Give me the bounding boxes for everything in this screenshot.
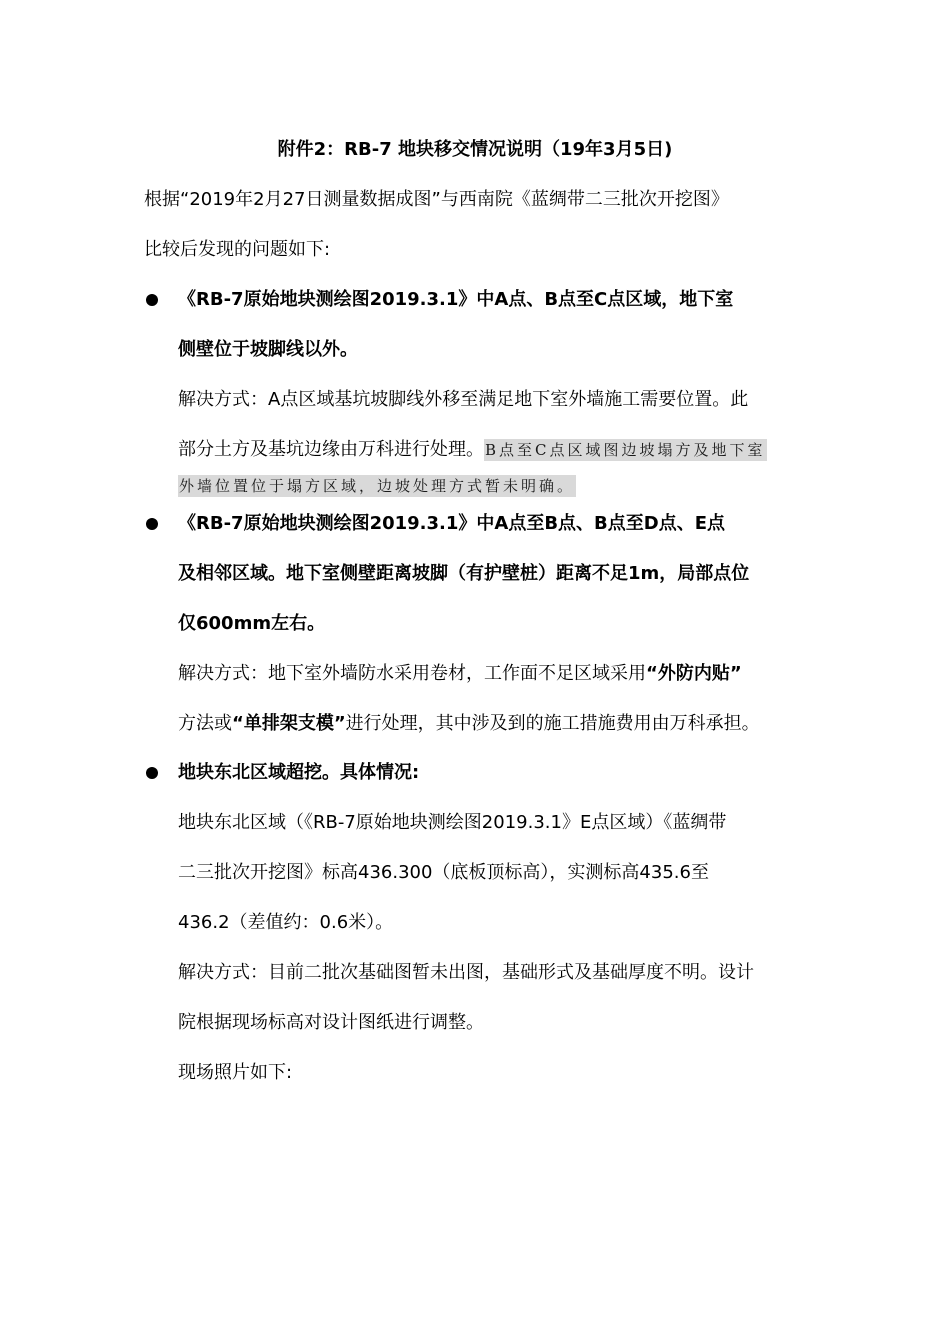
item1-solution-line-2 <box>178 436 767 464</box>
item2-solution-emphasis-2: “单排架支模” <box>232 713 346 734</box>
item1-solution-plain: 部分土方及基坑边缘由万科进行处理。 <box>178 439 484 460</box>
item1-highlight-text: B点至C点区域图边坡塌方及地下室 <box>485 441 766 459</box>
bullet-icon <box>146 294 158 306</box>
item2-heading-line-3: 仅600mm左右。 <box>178 613 326 634</box>
item3-solution-line-2: 院根据现场标高对设计图纸进行调整。 <box>178 1012 484 1033</box>
item2-solution-line-2 <box>178 710 760 738</box>
intro-line-1: 根据“2019年2月27日测量数据成图”与西南院《蓝绸带二三批次开挖图》 <box>144 189 729 210</box>
item3-detail-line-3: 436.2（差值约：0.6米）。 <box>178 912 394 933</box>
item2-solution-line-1 <box>178 660 742 688</box>
item1-solution-line-3 <box>178 472 576 500</box>
item3-solution-line-1: 解决方式：目前二批次基础图暂未出图，基础形式及基础厚度不明。设计 <box>178 962 754 983</box>
item2-heading-line-1: 《RB-7原始地块测绘图2019.3.1》中A点至B点、B点至D点、E点 <box>178 513 726 534</box>
photos-label: 现场照片如下: <box>178 1062 293 1083</box>
item2-solution-text-2: 方法或 <box>178 713 232 734</box>
item1-solution-line-1: 解决方式：A点区域基坑坡脚线外移至满足地下室外墙施工需要位置。此 <box>178 389 749 410</box>
item1-heading-line-1: 《RB-7原始地块测绘图2019.3.1》中A点、B点至C点区域，地下室 <box>178 289 734 310</box>
item3-detail-line-2: 二三批次开挖图》标高436.300（底板顶标高），实测标高435.6至 <box>178 862 709 883</box>
item3-heading: 地块东北区域超挖。具体情况: <box>178 762 420 783</box>
item3-detail-line-1: 地块东北区域（《RB-7原始地块测绘图2019.3.1》E点区域）《蓝绸带 <box>178 812 727 833</box>
item2-solution-text-3: 进行处理，其中涉及到的施工措施费用由万科承担。 <box>345 713 760 734</box>
item2-heading-line-2: 及相邻区域。地下室侧壁距离坡脚（有护壁桩）距离不足1m，局部点位 <box>178 563 750 584</box>
item2-solution-emphasis: “外防内贴” <box>646 663 742 684</box>
bullet-icon <box>146 518 158 530</box>
item2-solution-text: 解决方式：地下室外墙防水采用卷材，工作面不足区域采用 <box>178 663 646 684</box>
bullet-icon <box>146 767 158 779</box>
document-title: 附件2：RB-7 地块移交情况说明（19年3月5日) <box>277 139 673 160</box>
intro-line-2: 比较后发现的问题如下: <box>144 239 331 260</box>
item1-highlight-text-2: 外墙位置位于塌方区域，边坡处理方式暂未明确。 <box>179 477 576 495</box>
item1-heading-line-2: 侧壁位于坡脚线以外。 <box>178 339 358 360</box>
